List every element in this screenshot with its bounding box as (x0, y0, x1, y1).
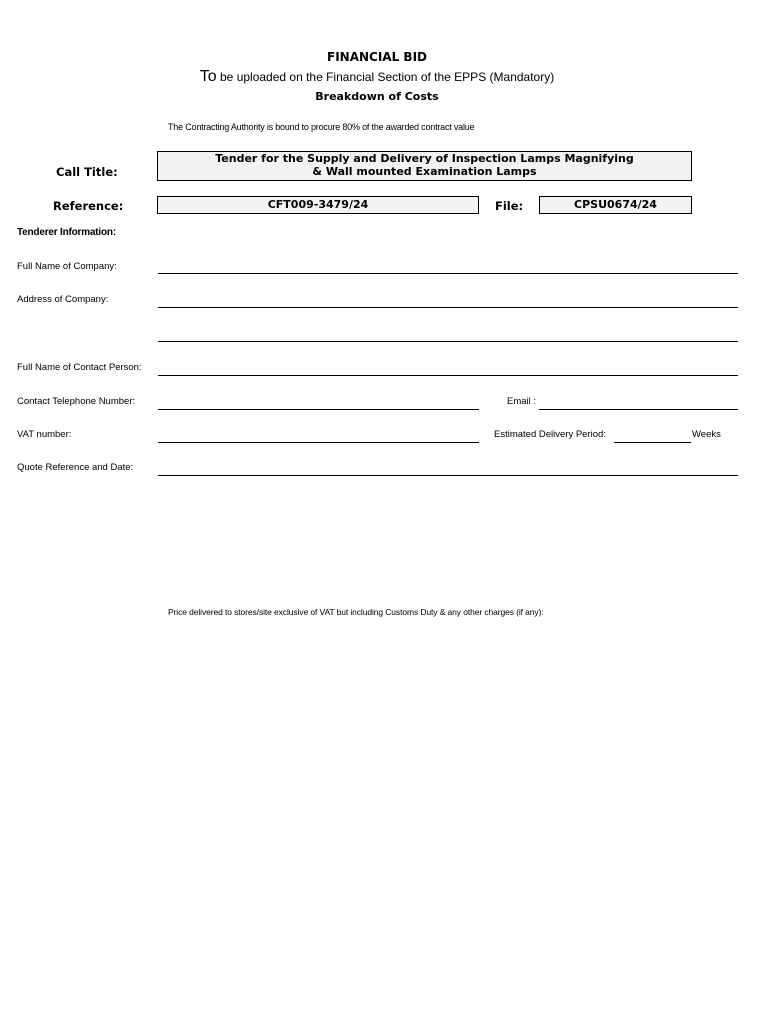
file-label: File: (495, 199, 524, 213)
company-name-label: Full Name of Company: (17, 261, 117, 272)
quote-reference-label: Quote Reference and Date: (17, 462, 134, 473)
reference-value: CFT009-3479/24 (157, 196, 479, 214)
quote-reference-field[interactable] (158, 475, 738, 476)
price-note: Price delivered to stores/site exclusive of VAT but including Customs Duty & any other charges (if any): (168, 607, 544, 617)
address-field-line-2[interactable] (158, 341, 738, 342)
delivery-period-field[interactable] (614, 442, 691, 443)
tenderer-heading: Tenderer Information: (17, 227, 116, 238)
call-title-line-1: Tender for the Supply and Delivery of Inspection Lamps Magnifying (215, 152, 634, 165)
document-title: FINANCIAL BID (327, 50, 427, 64)
delivery-unit-label: Weeks (692, 429, 721, 440)
telephone-field[interactable] (158, 409, 479, 410)
call-title-line-2: & Wall mounted Examination Lamps (312, 164, 537, 178)
address-label: Address of Company: (17, 294, 109, 305)
delivery-period-label: Estimated Delivery Period: (494, 429, 606, 440)
vat-label: VAT number: (17, 429, 72, 440)
costs-heading: Breakdown of Costs (315, 90, 439, 103)
telephone-label: Contact Telephone Number: (17, 396, 136, 407)
email-label: Email : (507, 396, 537, 407)
contact-person-field[interactable] (158, 375, 738, 376)
email-field[interactable] (539, 409, 738, 410)
procurement-note: The Contracting Authority is bound to procure 80% of the awarded contract value (168, 122, 475, 132)
call-title-label: Call Title: (56, 165, 118, 179)
upload-instruction-lead: To (199, 68, 217, 85)
vat-field[interactable] (158, 442, 479, 443)
upload-instruction-text: be uploaded on the Financial Section of the EPPS (Mandatory) (216, 70, 555, 84)
call-title-box (157, 151, 692, 181)
company-name-field[interactable] (158, 273, 738, 274)
file-value: CPSU0674/24 (539, 196, 692, 214)
upload-instruction (0, 68, 754, 86)
contact-person-label: Full Name of Contact Person: (17, 362, 142, 373)
reference-label: Reference: (53, 199, 124, 213)
address-field-line-1[interactable] (158, 307, 738, 308)
